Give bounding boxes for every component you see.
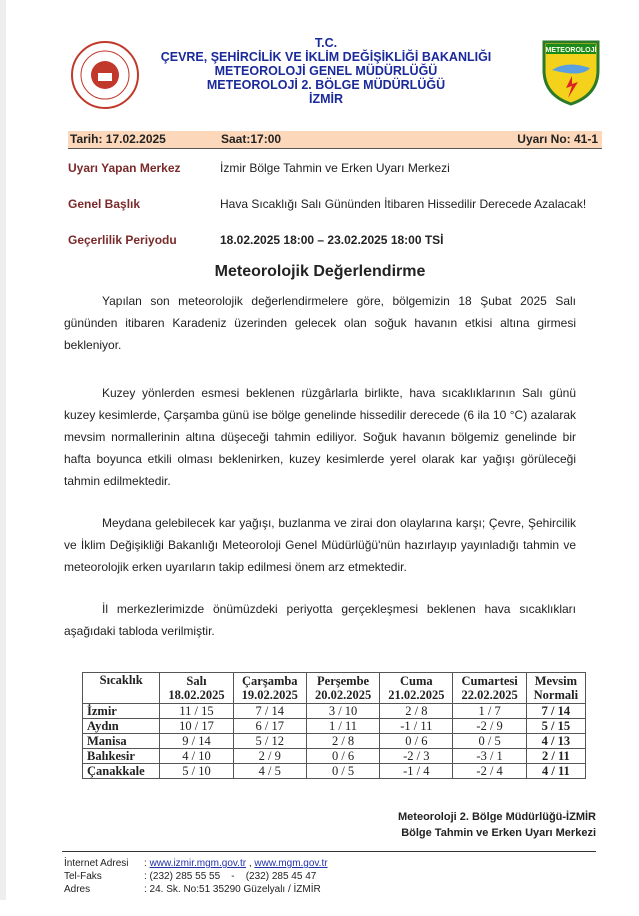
footer: İnternet Adresi : www.izmir.mgm.gov.tr , www.mgm.gov.tr Tel-Faks : (232) 285 55 55 - (232) 285 45 47 Adres : 24. Sk. No:51 35290 Güzelyalı / İZMİR [64, 857, 576, 896]
field-row [68, 197, 602, 213]
temp-cell: 5 / 12 [233, 734, 306, 749]
header-line: T.C. [314, 36, 338, 50]
city-cell: Balıkesir [83, 749, 160, 764]
city-cell: Aydın [83, 719, 160, 734]
paragraph: İl merkezlerimizde önümüzdeki periyotta gerçekleşmesi beklenen hava sıcaklıkları aşağıdaki tabloda verilmiştir. [64, 602, 576, 638]
field-value: İzmir Bölge Tahmin ve Erken Uyarı Merkezi [220, 161, 450, 175]
phone-text: : (232) 285 55 55 - (232) 285 45 47 [144, 871, 317, 882]
column-header: Çarşamba 19.02.2025 [233, 673, 306, 704]
field-label: Genel Başlık [68, 197, 141, 211]
header-line: METEOROLOJİ GENEL MÜDÜRLÜĞÜ [214, 64, 438, 78]
field-row [68, 233, 602, 249]
body-content [64, 262, 596, 916]
table-row [83, 704, 586, 719]
info-bar [68, 131, 602, 149]
temp-cell: 3 / 10 [306, 704, 379, 719]
table-row [83, 764, 586, 779]
temp-cell: 0 / 5 [306, 764, 379, 779]
paragraph: Kuzey yönlerden esmesi beklenen rüzgârlarla birlikte, hava sıcaklıklarının Salı günü kuzey kesimlerde, Çarşamba günü ise bölge genelinde hissedilir derecede (6 ila 10 °C) azalarak mevsim normallerinin altına düşeceği tahmin ediliyor. Soğuk havanın bölgemiz genelinde bir hafta boyunca etkili olması beklenirken, kuzey kesimlerde yerel olarak kar yağışı görüleceği tahmin edilmektedir. [64, 386, 576, 488]
city-cell: Manisa [83, 734, 160, 749]
temp-cell: 2 / 8 [380, 704, 453, 719]
temp-cell: 0 / 6 [380, 734, 453, 749]
warning-no-text: Uyarı No: 41-1 [517, 132, 598, 146]
section-title: Meteorolojik Değerlendirme [214, 263, 426, 280]
temp-cell: -2 / 3 [380, 749, 453, 764]
temp-cell: 2 / 8 [306, 734, 379, 749]
temp-cell: -3 / 1 [453, 749, 526, 764]
svg-text:METEOROLOJİ: METEOROLOJİ [545, 47, 597, 54]
normal-cell: 4 / 13 [526, 734, 585, 749]
column-header: Cuma 21.02.2025 [380, 673, 453, 704]
footer-divider [62, 851, 596, 852]
paragraph: Meydana gelebilecek kar yağışı, buzlanma ve zirai don olaylarına karşı; Çevre, Şehircilik ve İklim Değişikliği Bakanlığı Meteoroloji Genel Müdürlüğü'nün hazırlayıp yayınladığı tahmin ve meteorolojik erken uyarıların takip edilmesi önem arz etmektedir. [64, 516, 576, 574]
paragraph: Yapılan son meteorolojik değerlendirmelere göre, bölgemizin 18 Şubat 2025 Salı gününden itibaren Karadeniz üzerinden gelecek olan soğuk havanın etkisi altına girmesi bekleniyor. [64, 294, 576, 352]
temp-cell: 6 / 17 [233, 719, 306, 734]
temp-cell: 11 / 15 [160, 704, 233, 719]
temp-cell: 1 / 11 [306, 719, 379, 734]
temp-cell: 0 / 5 [453, 734, 526, 749]
time-text: Saat:17:00 [221, 132, 282, 146]
field-label: Geçerlilik Periyodu [68, 233, 177, 247]
signature-line: Bölge Tahmin ve Erken Uyarı Merkezi [401, 827, 596, 839]
temp-cell: 1 / 7 [453, 704, 526, 719]
field-value: Hava Sıcaklığı Salı Gününden İtibaren Hissedilir Derecede Azalacak! [220, 197, 587, 211]
column-header: Cumartesi 22.02.2025 [453, 673, 526, 704]
normal-cell: 2 / 11 [526, 749, 585, 764]
temperature-table [82, 672, 586, 779]
field-row [68, 161, 602, 177]
field-value: 18.02.2025 18:00 – 23.02.2025 18:00 TSİ [220, 233, 444, 247]
temp-cell: 2 / 9 [233, 749, 306, 764]
header-line: ÇEVRE, ŞEHİRCİLİK VE İKLİM DEĞİŞİKLİĞİ BAKANLIĞI [160, 50, 492, 64]
temp-cell: 7 / 14 [233, 704, 306, 719]
column-header: Mevsim Normali [526, 673, 585, 704]
temp-cell: 4 / 5 [233, 764, 306, 779]
normal-cell: 4 / 11 [526, 764, 585, 779]
meteoroloji-shield-logo [542, 40, 600, 106]
column-header: Perşembe 20.02.2025 [306, 673, 379, 704]
date-text: Tarih: 17.02.2025 [70, 132, 166, 146]
temp-cell: -1 / 4 [380, 764, 453, 779]
temp-cell: 4 / 10 [160, 749, 233, 764]
temp-cell: 10 / 17 [160, 719, 233, 734]
field-label: Uyarı Yapan Merkez [68, 161, 181, 175]
table-row [83, 719, 586, 734]
footer-label: İnternet Adresi [64, 858, 129, 869]
temp-cell: 5 / 10 [160, 764, 233, 779]
table-row [83, 749, 586, 764]
header-block [136, 36, 516, 106]
city-cell: İzmir [83, 704, 160, 719]
website-link[interactable]: www.izmir.mgm.gov.tr [149, 858, 247, 869]
normal-cell: 5 / 15 [526, 719, 585, 734]
normal-cell: 7 / 14 [526, 704, 585, 719]
column-header: Sıcaklık [83, 673, 160, 704]
header-line: İZMİR [308, 92, 344, 106]
footer-label: Tel-Faks [64, 871, 102, 882]
temp-cell: -2 / 4 [453, 764, 526, 779]
table-row [83, 734, 586, 749]
temp-cell: 0 / 6 [306, 749, 379, 764]
ministry-seal-logo [70, 40, 140, 110]
column-header: Salı 18.02.2025 [160, 673, 233, 704]
city-cell: Çanakkale [83, 764, 160, 779]
table-header-row [83, 673, 586, 704]
temp-cell: -2 / 9 [453, 719, 526, 734]
address-text: : 24. Sk. No:51 35290 Güzelyalı / İZMİR [144, 884, 321, 895]
signature-block [64, 809, 596, 841]
temp-cell: 9 / 14 [160, 734, 233, 749]
website-link[interactable]: www.mgm.gov.tr [254, 858, 328, 869]
header-line: METEOROLOJİ 2. BÖLGE MÜDÜRLÜĞÜ [206, 78, 446, 92]
temp-cell: -1 / 11 [380, 719, 453, 734]
footer-label: Adres [64, 884, 91, 895]
signature-line: Meteoroloji 2. Bölge Müdürlüğü-İZMİR [398, 811, 596, 823]
